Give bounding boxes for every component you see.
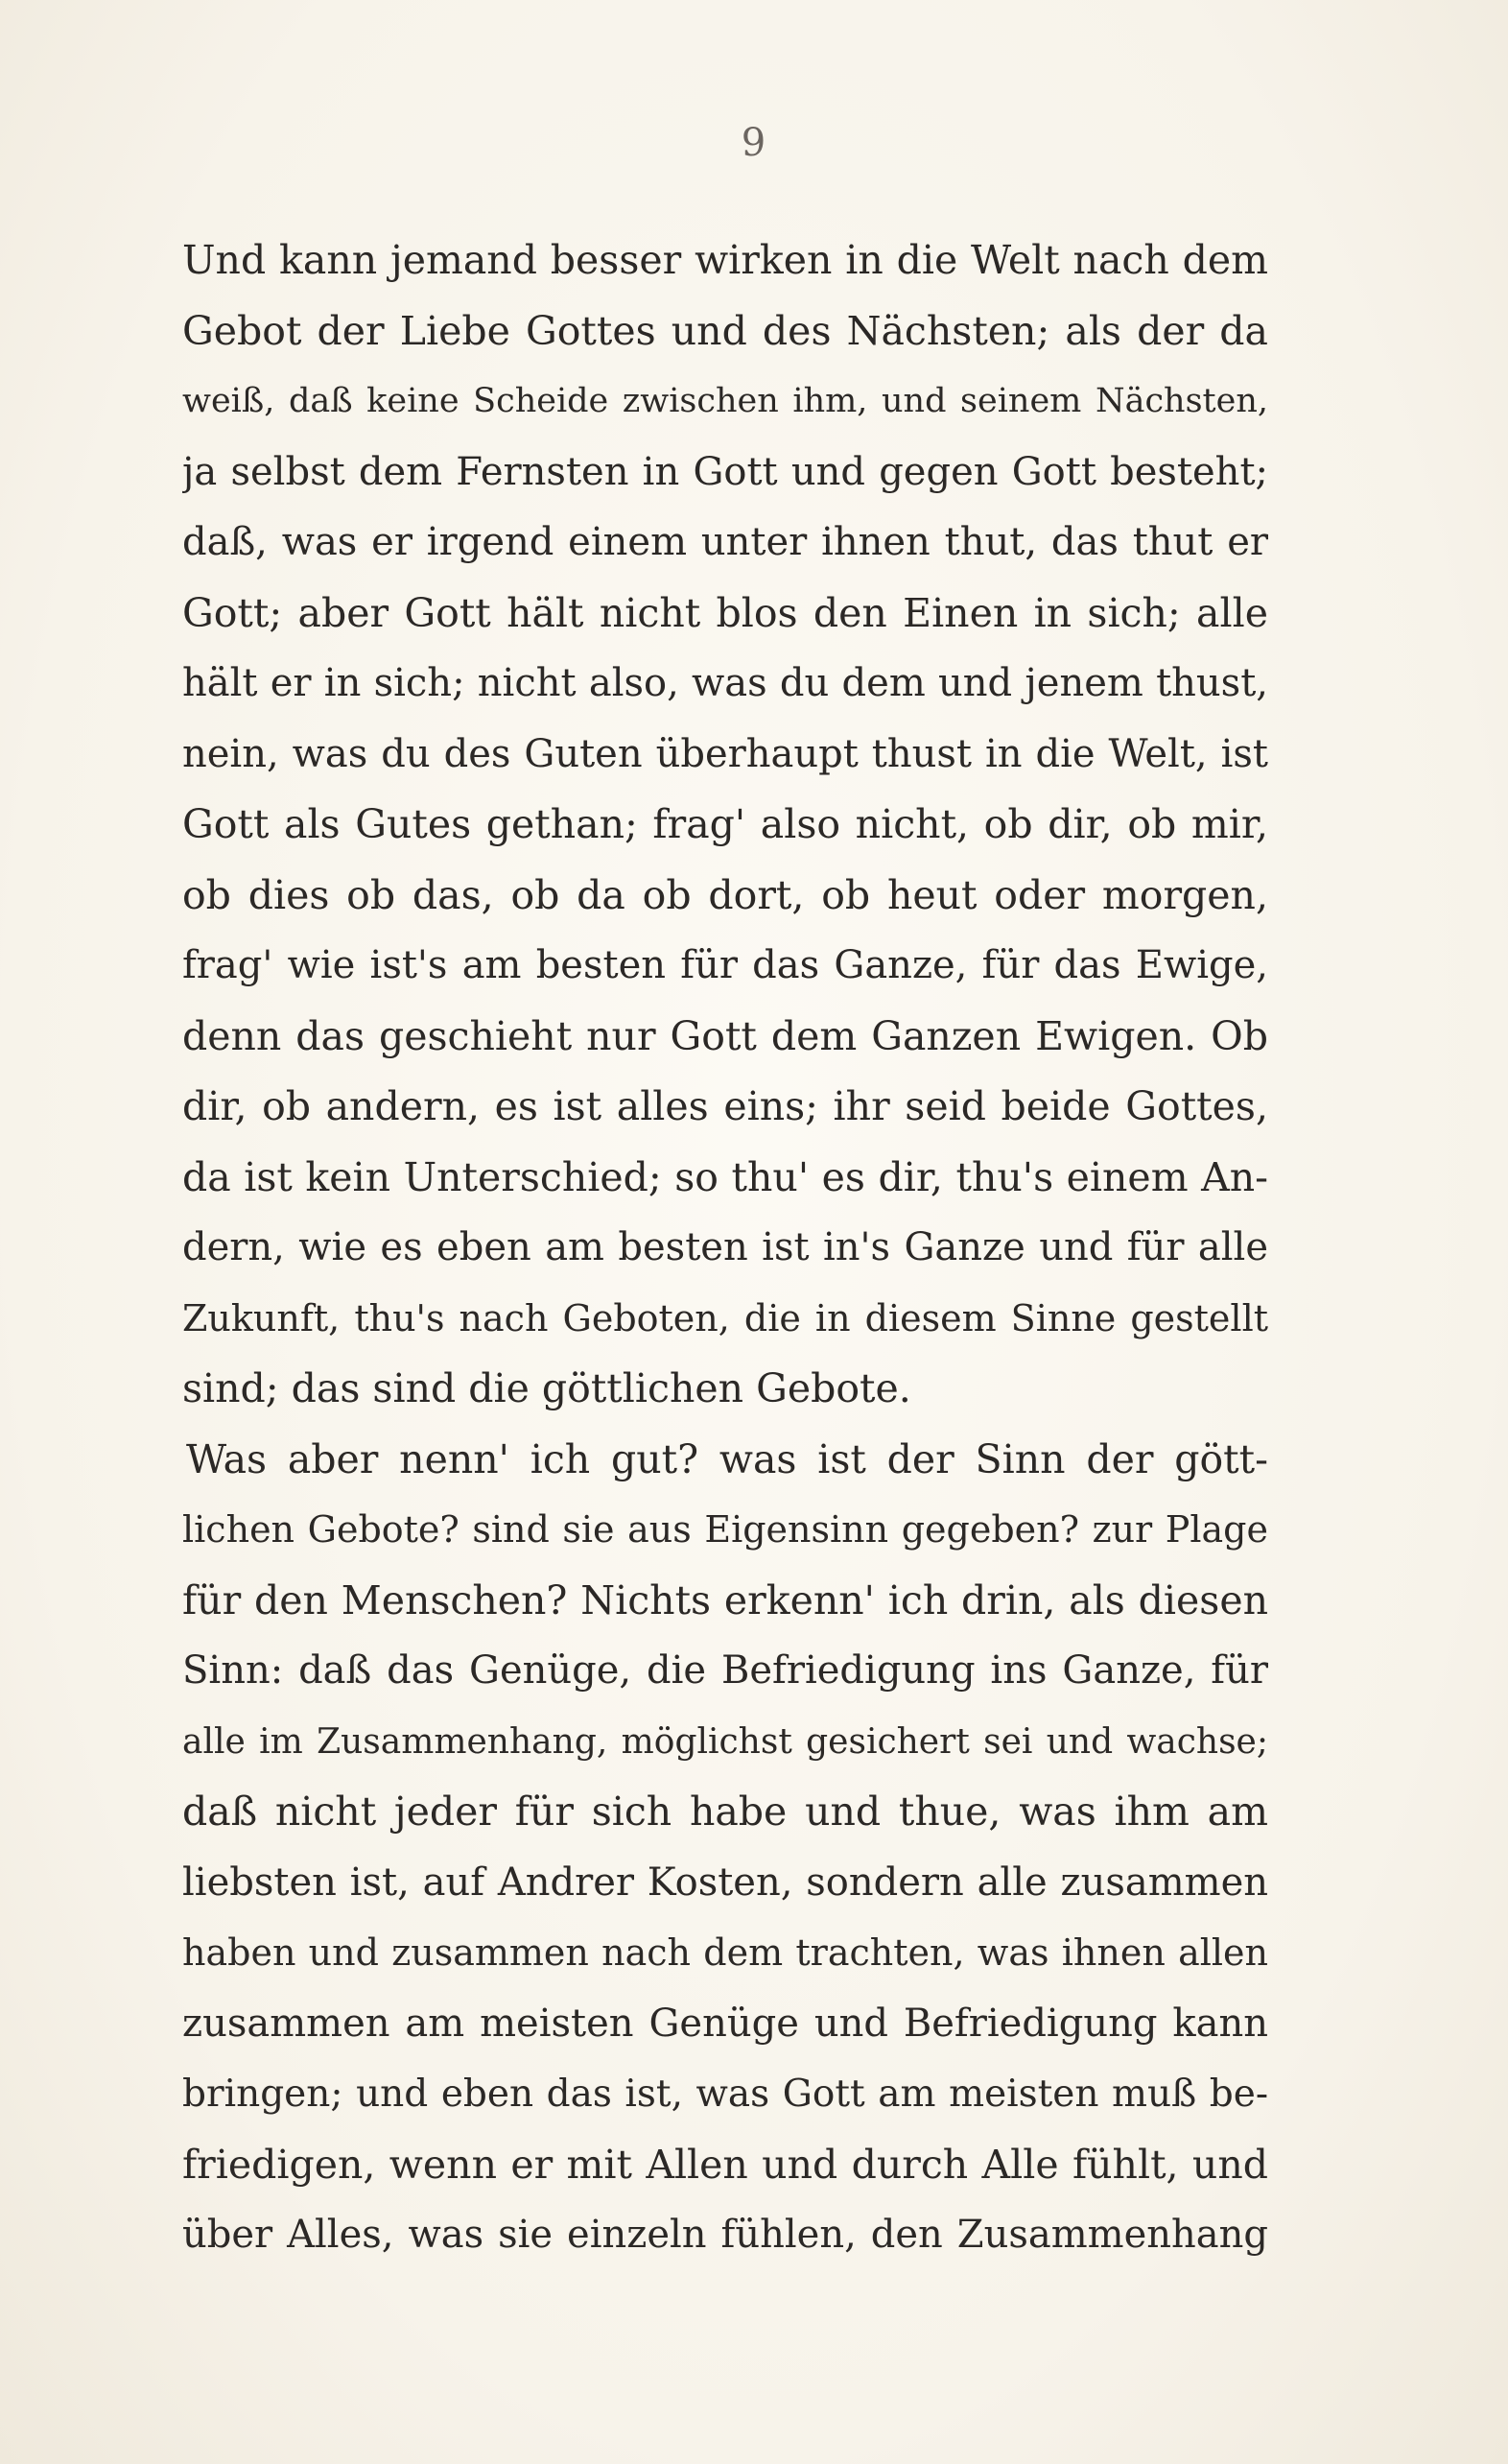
text-line: Gott; aber Gott hält nicht blos den Einen in sich; alle — [182, 589, 1268, 636]
text-line: Zukunft, thu's nach Geboten, die in diesem Sinne gestellt — [182, 1296, 1268, 1339]
text-line: lichen Gebote? sind sie aus Eigensinn gegeben? zur Plage — [182, 1508, 1268, 1551]
text-line: da ist kein Unterschied; so thu' es dir, thu's einem An- — [182, 1153, 1268, 1200]
body-text — [182, 225, 1268, 2271]
page-number: 9 — [741, 121, 767, 165]
text-line: nein, was du des Guten überhaupt thust in die Welt, ist — [182, 731, 1268, 776]
text-line: daß nicht jeder für sich habe und thue, was ihm am — [182, 1789, 1268, 1835]
text-line: Und kann jemand besser wirken in die Welt nach dem — [182, 237, 1268, 283]
text-line: bringen; und eben das ist, was Gott am meisten muß be- — [182, 2073, 1268, 2116]
text-line: dern, wie es eben am besten ist in's Ganze und für alle — [182, 1225, 1268, 1269]
text-line: ja selbst dem Fernsten in Gott und gegen Gott besteht; — [182, 449, 1268, 494]
text-line: Sinn: daß das Genüge, die Befriedigung ins Ganze, für — [182, 1648, 1268, 1693]
paragraph-start-line: Was aber nenn' ich gut? was ist der Sinn der gött- — [186, 1435, 1268, 1482]
text-line: liebsten ist, auf Andrer Kosten, sondern alle zusammen — [182, 1860, 1268, 1905]
text-line: für den Menschen? Nichts erkenn' ich drin, als diesen — [182, 1576, 1268, 1623]
text-line: ob dies ob das, ob da ob dort, ob heut oder morgen, — [182, 871, 1268, 918]
text-line: weiß, daß keine Scheide zwischen ihm, und seinem Nächsten, — [182, 382, 1268, 420]
text-line: über Alles, was sie einzeln fühlen, den Zusammenhang — [182, 2213, 1268, 2257]
text-line: daß, was er irgend einem unter ihnen thut, das thut er — [182, 520, 1268, 564]
text-line: Gott als Gutes gethan; frag' also nicht, ob dir, ob mir, — [182, 801, 1268, 847]
text-line: dir, ob andern, es ist alles eins; ihr seid beide Gottes, — [182, 1083, 1268, 1129]
text-line: haben und zusammen nach dem trachten, was ihnen allen — [182, 1931, 1268, 1974]
text-line: denn das geschieht nur Gott dem Ganzen Ewigen. Ob — [182, 1012, 1268, 1059]
text-line: Gebot der Liebe Gottes und des Nächsten; als der da — [182, 307, 1268, 354]
text-line: alle im Zusammenhang, möglichst gesichert sei und wachse; — [182, 1721, 1268, 1762]
text-line: hält er in sich; nicht also, was du dem und jenem thust, — [182, 661, 1268, 705]
paragraph-end-line: sind; das sind die göttlichen Gebote. — [182, 1365, 911, 1411]
text-line: zusammen am meisten Genüge und Befriedigung kann — [182, 2001, 1268, 2046]
text-line: frag' wie ist's am besten für das Ganze, für das Ewige, — [182, 943, 1268, 987]
text-line: friedigen, wenn er mit Allen und durch Alle fühlt, und — [182, 2141, 1268, 2188]
